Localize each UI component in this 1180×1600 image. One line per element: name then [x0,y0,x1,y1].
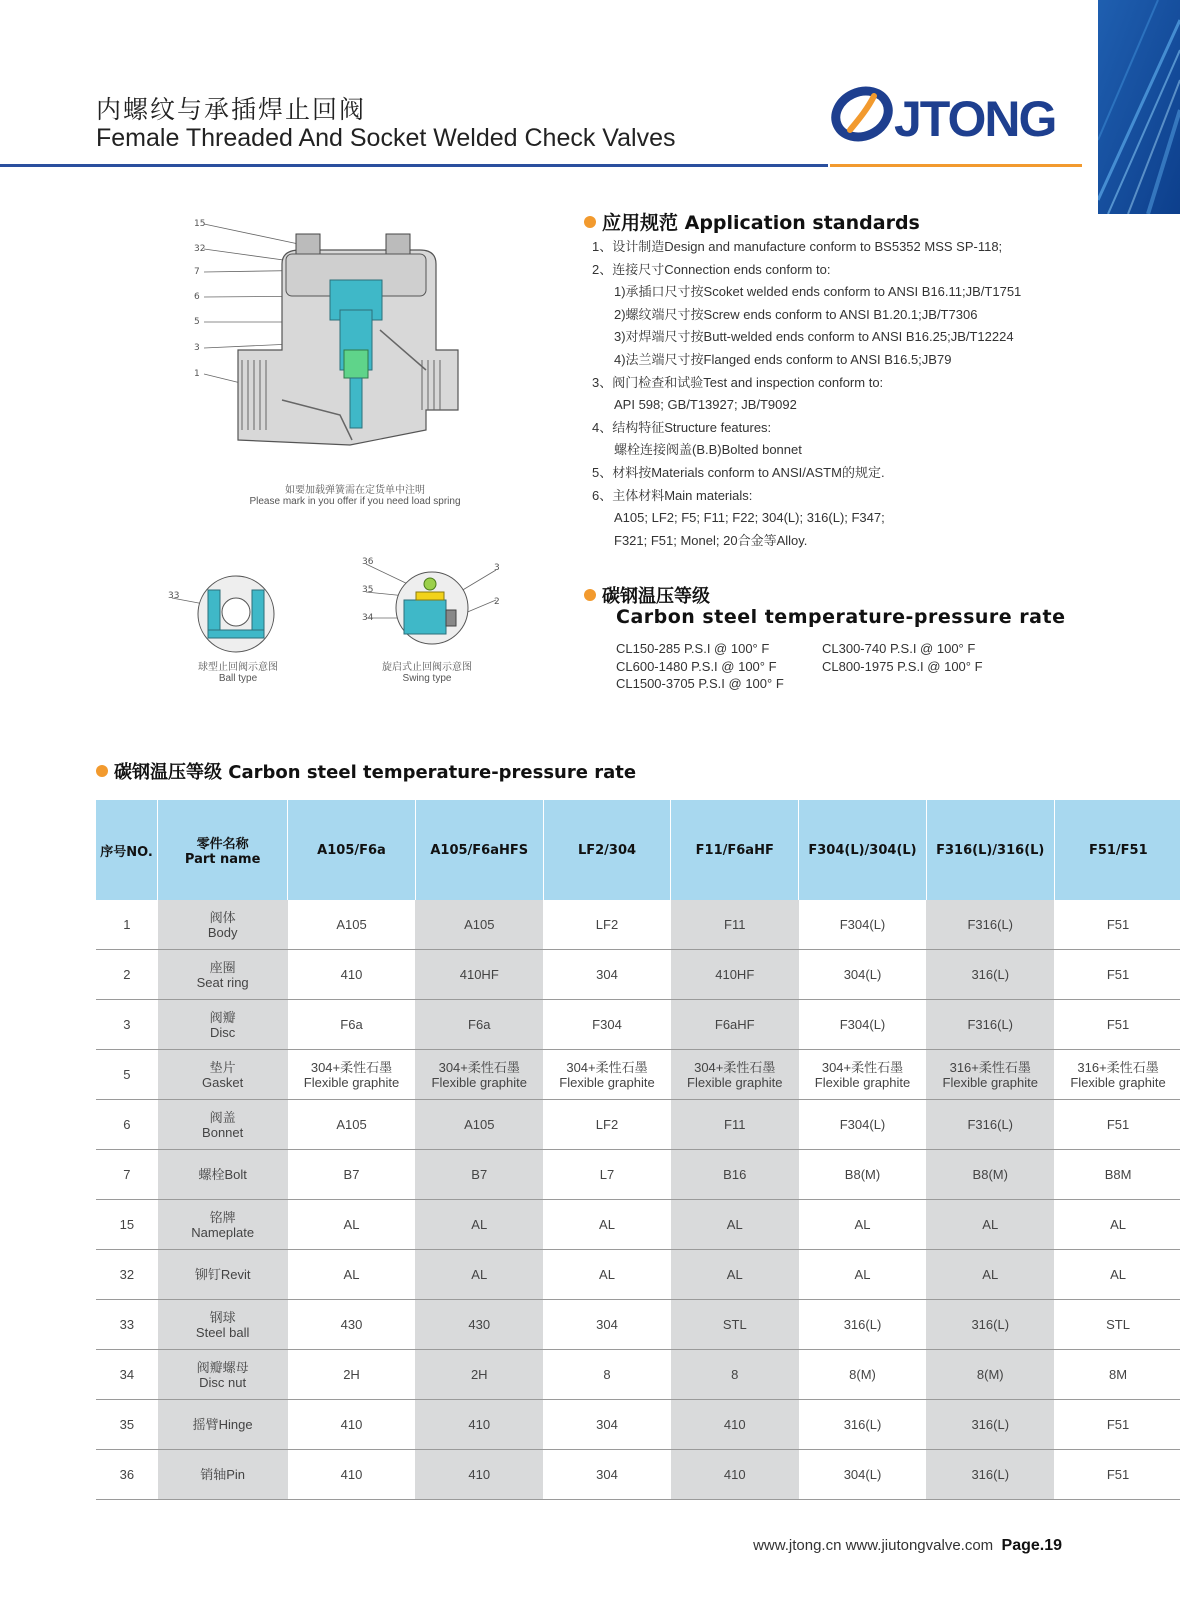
jtong-logo [830,78,1080,158]
cell-material: B7 [288,1150,416,1200]
footer [753,1537,1062,1555]
table-header-row [96,800,1180,900]
standards-item: 3、阀门检查和试验Test and inspection conform to: [592,374,884,390]
cell-material: 316(L) [926,1450,1054,1500]
cell-material: B7 [415,1150,543,1200]
materials-table [96,800,1180,1500]
rating-item: CL600-1480 P.S.I @ 100° F [616,658,777,674]
cell-part-name: 座圈 Seat ring [158,950,288,1000]
standards-item: 6、主体材料Main materials: [592,487,753,503]
cell-material: 8(M) [799,1350,927,1400]
page-title-en: Female Threaded And Socket Welded Check Valves [96,124,676,152]
cell-material: B8(M) [799,1150,927,1200]
ball-type-caption: 球型止回阀示意图 Ball type [198,662,278,684]
cell-no: 6 [96,1100,158,1150]
header-no: 序号NO. [96,800,158,900]
cell-material: F316(L) [926,900,1054,950]
logo-text: JTONG [894,91,1056,147]
cell-material: AL [1054,1250,1180,1300]
cell-material: 304+柔性石墨 Flexible graphite [799,1050,927,1100]
cell-material: AL [1054,1200,1180,1250]
cell-material: 410 [288,1450,416,1500]
cell-material: 304 [543,1300,671,1350]
rating-item: CL300-740 P.S.I @ 100° F [822,641,976,656]
standards-item: 5、材料按Materials conform to ANSI/ASTM的规定. [592,464,885,480]
cell-material: F51 [1054,1450,1180,1500]
cell-material: 410 [288,950,416,1000]
table-row [96,1250,1180,1300]
cell-material: B8(M) [926,1150,1054,1200]
cell-material: F51 [1054,900,1180,950]
rating-heading-cn: 碳钢温压等级 [584,582,710,608]
standards-item: 2、连接尺寸Connection ends conform to: [592,261,831,277]
header-col: F316(L)/316(L) [926,800,1054,900]
cell-material: 2H [288,1350,416,1400]
cell-material: 316(L) [926,950,1054,1000]
standards-item: 螺栓连接阀盖(B.B)Bolted bonnet [614,442,802,458]
standards-heading: 应用规范 Application standards [584,208,920,235]
svg-text:7: 7 [194,267,200,277]
svg-text:32: 32 [194,244,206,254]
header-rule-blue [0,164,828,167]
table-row [96,1300,1180,1350]
cell-part-name: 阀盖 Bonnet [158,1100,288,1150]
svg-text:15: 15 [194,219,206,229]
standards-item: 1)承插口尺寸按Scoket welded ends conform to ANSI B16.11;JB/T1751 [614,284,1022,300]
bullet-dot-icon [584,589,596,601]
cell-material: F51 [1054,1400,1180,1450]
cell-no: 36 [96,1450,158,1500]
standards-item: 4、结构特征Structure features: [592,419,772,435]
cell-material: AL [671,1250,799,1300]
cell-no: 3 [96,1000,158,1050]
cell-material: 304+柔性石墨 Flexible graphite [288,1050,416,1100]
cell-material: AL [415,1250,543,1300]
cell-material: 410 [671,1450,799,1500]
rating-item: CL150-285 P.S.I @ 100° F [616,641,770,656]
cell-material: 2H [415,1350,543,1400]
cell-material: A105 [415,900,543,950]
ball-type-figure [168,568,298,658]
cell-material: F51 [1054,1000,1180,1050]
header-col: A105/F6a [288,800,416,900]
header-col: F304(L)/304(L) [799,800,927,900]
cell-material: 410HF [671,950,799,1000]
cell-material: 316+柔性石墨 Flexible graphite [926,1050,1054,1100]
header-col: F11/F6aHF [671,800,799,900]
cell-part-name: 摇臂Hinge [158,1400,288,1450]
cell-material: 304+柔性石墨 Flexible graphite [671,1050,799,1100]
table-row [96,950,1180,1000]
svg-text:5: 5 [194,317,200,327]
footer-urls: www.jtong.cn www.jiutongvalve.com [753,1537,994,1554]
table-row [96,1150,1180,1200]
cell-material: A105 [288,1100,416,1150]
table-row [96,1400,1180,1450]
cell-material: A105 [288,900,416,950]
figure-note: 如要加载弹簧需在定货单中注明 Please mark in you offer if you need load spring [249,485,461,507]
cell-no: 2 [96,950,158,1000]
cell-part-name: 铆钉Revit [158,1250,288,1300]
cell-material: STL [671,1300,799,1350]
cell-material: 430 [288,1300,416,1350]
cell-material: 304+柔性石墨 Flexible graphite [415,1050,543,1100]
cell-material: F51 [1054,950,1180,1000]
svg-text:3: 3 [494,563,500,573]
standards-item: 4)法兰端尺寸按Flanged ends conform to ANSI B16.5;JB79 [614,351,952,367]
cell-no: 15 [96,1200,158,1250]
cell-material: F6a [415,1000,543,1050]
cell-no: 5 [96,1050,158,1100]
cell-no: 35 [96,1400,158,1450]
cell-part-name: 铭牌 Nameplate [158,1200,288,1250]
cell-material: 316(L) [926,1400,1054,1450]
cell-material: AL [926,1250,1054,1300]
standards-item: API 598; GB/T13927; JB/T9092 [614,397,797,413]
cell-part-name: 销轴Pin [158,1450,288,1500]
table-row [96,1200,1180,1250]
rating-item: CL800-1975 P.S.I @ 100° F [822,658,983,674]
svg-text:34: 34 [362,613,374,623]
cell-material: 430 [415,1300,543,1350]
table-row [96,1100,1180,1150]
cell-material: 8 [671,1350,799,1400]
table-row [96,1450,1180,1500]
standards-item: A105; LF2; F5; F11; F22; 304(L); 316(L); F347; [614,510,885,526]
table-heading: 碳钢温压等级 Carbon steel temperature-pressure rate [96,758,636,784]
header-col: LF2/304 [543,800,671,900]
cell-material: 410 [288,1400,416,1450]
swing-type-figure [360,556,510,656]
table-row [96,1000,1180,1050]
cell-material: AL [799,1200,927,1250]
standards-list [592,236,1112,552]
cell-material: AL [288,1200,416,1250]
cell-material: 316+柔性石墨 Flexible graphite [1054,1050,1180,1100]
standards-item: 1、设计制造Design and manufacture conform to BS5352 MSS SP-118; [592,239,1003,254]
cell-material: B16 [671,1150,799,1200]
valve-cross-section-figure [190,210,490,470]
cell-material: 304+柔性石墨 Flexible graphite [543,1050,671,1100]
cell-material: F11 [671,900,799,950]
cell-material: AL [415,1200,543,1250]
cell-material: F316(L) [926,1100,1054,1150]
cell-material: 8(M) [926,1350,1054,1400]
cell-material: AL [671,1200,799,1250]
cell-material: F304(L) [799,1100,927,1150]
svg-text:36: 36 [362,557,374,567]
cell-part-name: 垫片 Gasket [158,1050,288,1100]
cell-no: 1 [96,900,158,950]
cell-material: 8M [1054,1350,1180,1400]
cell-material: 316(L) [799,1400,927,1450]
cell-no: 33 [96,1300,158,1350]
cell-material: LF2 [543,1100,671,1150]
cell-part-name: 阀体 Body [158,900,288,950]
header-col: F51/F51 [1054,800,1180,900]
cell-material: STL [1054,1300,1180,1350]
cell-material: AL [543,1200,671,1250]
cell-material: F304(L) [799,1000,927,1050]
cell-material: A105 [415,1100,543,1150]
cell-material: 410 [415,1400,543,1450]
cell-material: 316(L) [926,1300,1054,1350]
svg-text:33: 33 [168,591,180,601]
svg-text:35: 35 [362,585,374,595]
cell-material: F316(L) [926,1000,1054,1050]
cell-material: F6aHF [671,1000,799,1050]
cell-material: 8 [543,1350,671,1400]
standards-item: 3)对焊端尺寸按Butt-welded ends conform to ANSI B16.25;JB/T12224 [614,329,1014,345]
bullet-dot-icon [96,765,108,777]
cell-material: AL [543,1250,671,1300]
page-number: Page.19 [1001,1537,1062,1554]
cell-material: LF2 [543,900,671,950]
cell-no: 32 [96,1250,158,1300]
svg-text:6: 6 [194,292,200,302]
cell-material: AL [288,1250,416,1300]
cell-material: F304 [543,1000,671,1050]
cell-material: 304(L) [799,1450,927,1500]
table-row [96,1350,1180,1400]
rating-list [616,640,1028,693]
header-col: A105/F6aHFS [415,800,543,900]
cell-part-name: 螺栓Bolt [158,1150,288,1200]
svg-text:2: 2 [494,597,500,607]
cell-material: 304 [543,1450,671,1500]
svg-text:3: 3 [194,343,200,353]
rating-item: CL1500-3705 P.S.I @ 100° F [616,676,784,691]
cell-part-name: 阀瓣 Disc [158,1000,288,1050]
table-row [96,1050,1180,1100]
cell-material: F304(L) [799,900,927,950]
cell-part-name: 阀瓣螺母 Disc nut [158,1350,288,1400]
rating-heading-en: Carbon steel temperature-pressure rate [616,606,1066,628]
cell-material: L7 [543,1150,671,1200]
cell-material: 304 [543,1400,671,1450]
svg-text:1: 1 [194,369,200,379]
cell-material: F51 [1054,1100,1180,1150]
cell-material: 410 [671,1400,799,1450]
standards-item: F321; F51; Monel; 20合金等Alloy. [614,532,808,548]
cell-part-name: 钢球 Steel ball [158,1300,288,1350]
cell-material: F11 [671,1100,799,1150]
standards-item: 2)螺纹端尺寸按Screw ends conform to ANSI B1.20.1;JB/T7306 [614,306,978,322]
cell-no: 34 [96,1350,158,1400]
cell-material: 316(L) [799,1300,927,1350]
swing-type-caption: 旋启式止回阀示意图 Swing type [382,662,472,684]
cell-material: 410HF [415,950,543,1000]
corner-decoration [1098,0,1180,214]
header-rule-orange [830,164,1082,167]
bullet-dot-icon [584,216,596,228]
cell-material: 304(L) [799,950,927,1000]
table-row [96,900,1180,950]
cell-material: AL [926,1200,1054,1250]
cell-material: 410 [415,1450,543,1500]
page-title-cn: 内螺纹与承插焊止回阀 [96,95,367,124]
cell-no: 7 [96,1150,158,1200]
cell-material: F6a [288,1000,416,1050]
header-part-name: 零件名称 Part name [158,800,288,900]
cell-material: AL [799,1250,927,1300]
cell-material: 304 [543,950,671,1000]
cell-material: B8M [1054,1150,1180,1200]
